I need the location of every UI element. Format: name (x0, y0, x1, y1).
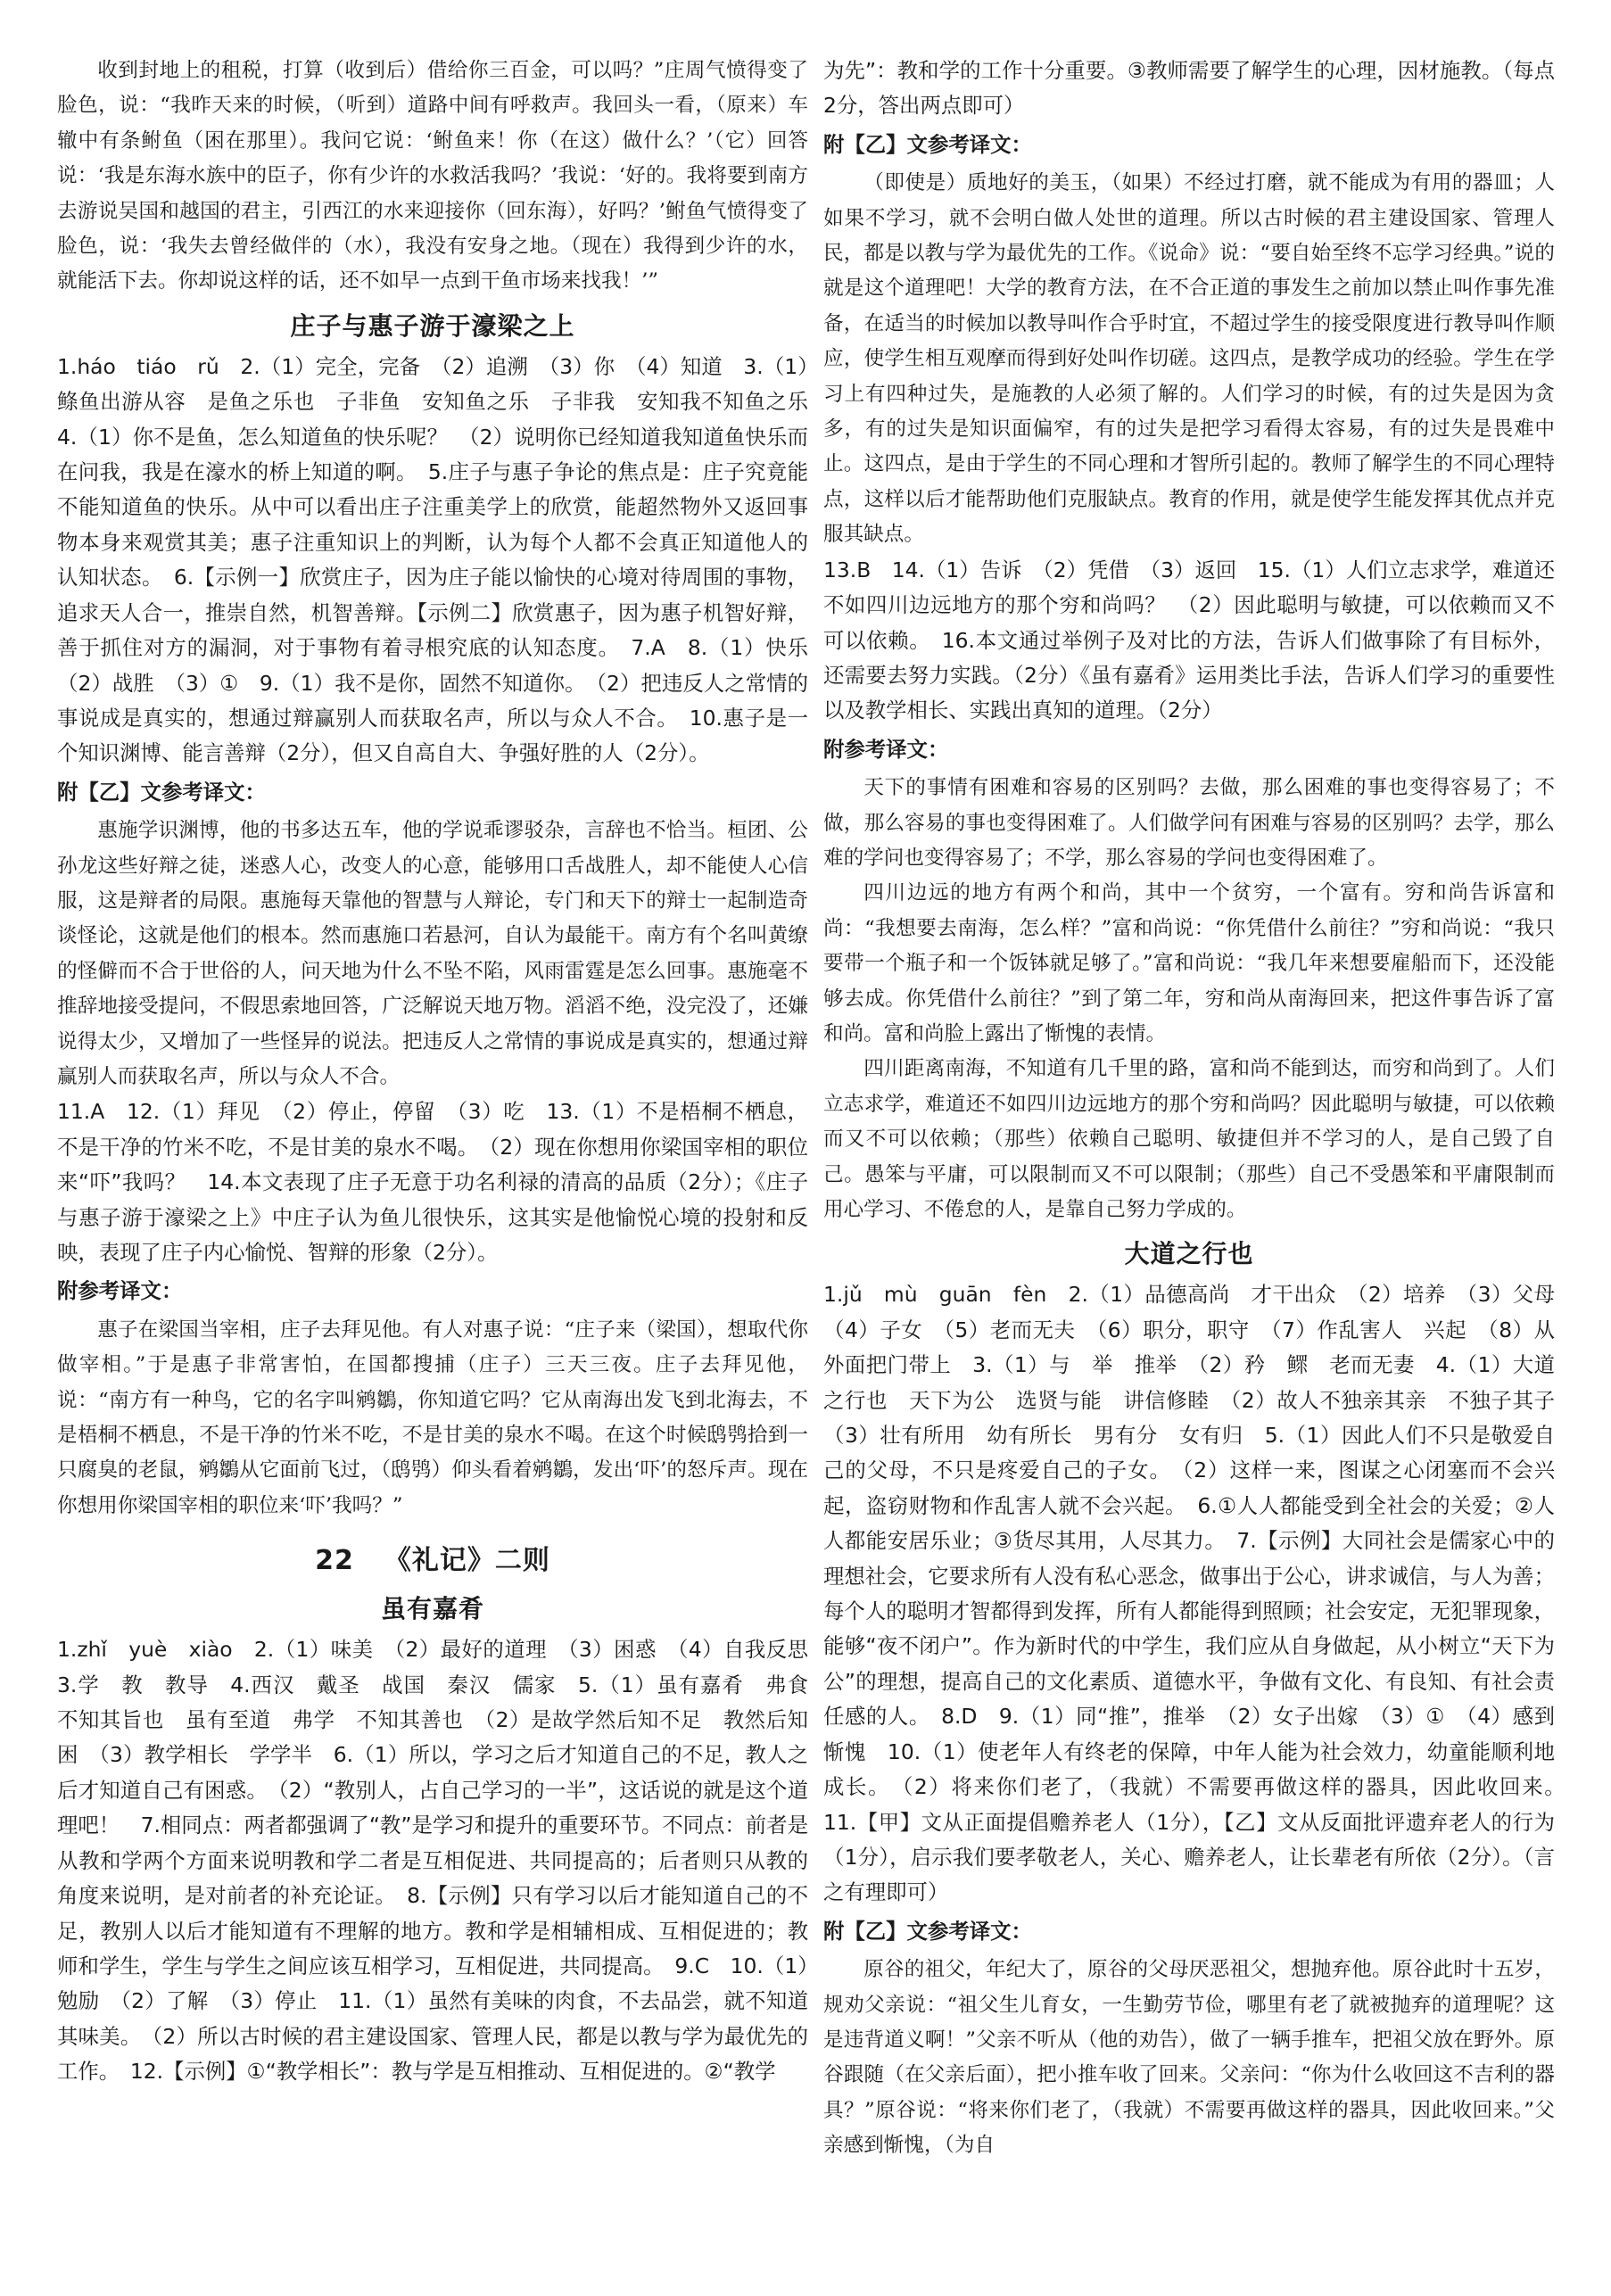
right-column (823, 54, 1576, 2164)
translation-text: 惠子在梁国当宰相，庄子去拜见他。有人对惠子说：“庄子来（梁国），想取代你做宰相。”于是惠子非常害怕，在国都搜捕（庄子）三天三夜。庄子去拜见他，说：“南方有一种鸟，它的名字叫鹓鶵，你知道它吗？它从南海出发飞到北海去，不是梧桐不栖息，不是干净的竹米不吃，不是甘美的泉水不喝。在这个时候鸱鸮拾到一只腐臭的老鼠，鹓鶵从它面前飞过，（鸱鸮）仰头看着鹓鶵，发出‘吓’的怒斥声。现在你想用你梁国宰相的职位来‘吓’我吗？” (57, 1317, 808, 1517)
answer-block: 为先”：教和学的工作十分重要。③教师需要了解学生的心理，因材施教。（每点2分，答出两点即可） (823, 58, 1555, 119)
answer-block: 13.B 14.（1）告诉 （2）凭借 （3）返回 15.（1）人们立志求学，难道还不如四川边远地方的那个穷和尚吗？ （2）因此聪明与敏捷，可以依赖而又不可以依赖。 16.本文通过举例子及对比的方法，告诉人们做事除了有目标外，还需要去努力实践。（2分）《虽有嘉肴》运用类比手法，告诉人们学习的重要性以及教学相长、实践出真知的道理。（2分） (823, 557, 1555, 723)
translation-label: 附【乙】文参考译文： (823, 1918, 1032, 1944)
answer-block: 1.zhǐ yuè xiào 2.（1）味美 （2）最好的道理 （3）困惑 （4）自我反思 3.学 教 教导 4.西汉 戴圣 战国 秦汉 儒家 5.（1）虽有嘉肴 弗食 不知其旨也 虽有至道 弗学 不知其善也 （2）是故学然后知不足 教然后知困 （3）教学相长 学学半 6.（1）所以，学习之后才知道自己的不足，教人之后才知道自己有困惑。 （2）“教别人，占自己学习的一半”，这话说的就是这个道理吧！ 7.相同点：两者都强调了“教”是学习和提升的重要环节。不同点：前者是从教和学两个方面来说明教和学二者是互相促进、共同提高的；后者则只从教的角度来说明，是对前者的补充论证。 8.【示例】只有学习以后才能知道自己的不足，教别人以后才能知道有不理解的地方。教和学是相辅相成、互相促进的；教师和学生，学生与学生之间应该互相学习，互相促进，共同提高。 9.C 10.（1）勉励 （2）了解 （3）停止 11.（1）虽然有美味的肉食，不去品尝，就不知道其味美。 （2）所以古时候的君主建设国家、管理人民，都是以教与学为最优先的工作。 12.【示例】①“教学相长”：教与学是互相推动、互相促进的。②“教学 (57, 1637, 830, 2085)
answer-block: 1.háo tiáo rǔ 2.（1）完全，完备 （2）追溯 （3）你 （4）知道 3.（1）鲦鱼出游从容 是鱼之乐也 子非鱼 安知鱼之乐 子非我 安知我不知鱼之乐 4.（1）你不是鱼，怎么知道鱼的快乐呢？ （2）说明你已经知道我知道鱼快乐而在问我，我是在濠水的桥上知道的啊。 5.庄子与惠子争论的焦点是：庄子究竟能不能知道鱼的快乐。从中可以看出庄子注重美学上的欣赏，能超然物外又返回事物本身来观赏其美；惠子注重知识上的判断，认为每个人都不会真正知道他人的认知状态。 6.【示例一】欣赏庄子，因为庄子能以愉快的心境对待周围的事物，追求天人合一，推崇自然，机智善辩。【示例二】欣赏惠子，因为惠子机智好辩，善于抓住对方的漏洞，对于事物有着寻根究底的认知态度。 7.A 8.（1）快乐 （2）战胜 （3）① 9.（1）我不是你，固然不知道你。 （2）把违反人之常情的事说成是真实的，想通过辩赢别人而获取名声，所以与众人不合。 10.惠子是一个知识渊博、能言善辩（2分），但又自高自大、争强好胜的人（2分）。 (57, 353, 830, 766)
chapter-title: 《礼记》二则 (384, 1545, 550, 1577)
translation-text: 原谷的祖父，年纪大了，原谷的父母厌恶祖父，想抛弃他。原谷此时十五岁，规劝父亲说：“祖父生儿育女，一生勤劳节俭，哪里有老了就被抛弃的道理呢？这是违背道义啊！”父亲不听从（他的劝告），做了一辆手推车，把祖父放在野外。原谷跟随（在父亲后面），把小推车收了回来。父亲问：“你为什么收回这不吉利的器具？”原谷说：“将来你们老了，（我就）不需要再做这样的器具，因此收回来。”父亲感到惭愧，（为自 (823, 1958, 1555, 2158)
chapter-number: 22 (315, 1545, 354, 1577)
left-column (57, 54, 830, 2090)
answer-block: 11.A 12.（1）拜见 （2）停止，停留 （3）吃 13.（1）不是梧桐不栖息，不是干净的竹米不吃，不是甘美的泉水不喝。 （2）现在你想用你梁国宰相的职位来“吓”我吗？ 14.本文表现了庄子无意于功名利禄的清高的品质（2分）；《庄子与惠子游于濠梁之上》中庄子认为鱼儿很快乐，这其实是他愉悦心境的投射和反映，表现了庄子内心愉悦、智辩的形象（2分）。 (57, 1099, 808, 1265)
translation-label: 附参考译文： (57, 1278, 183, 1304)
translation-label: 附参考译文： (823, 736, 949, 762)
translation-text: 天下的事情有困难和容易的区别吗？去做，那么困难的事也变得容易了；不做，那么容易的事也变得困难了。人们做学问有困难与容易的区别吗？去学，那么难的学问也变得容易了；不学，那么容易的学问也变得困难了。 (823, 776, 1555, 870)
translation-text: 四川边远的地方有两个和尚，其中一个贫穷，一个富有。穷和尚告诉富和尚：“我想要去南海，怎么样？”富和尚说：“你凭借什么前往？”穷和尚说：“我只要带一个瓶子和一个饭钵就足够了。”富和尚说：“我几年来想要雇船而下，还没能够去成。你凭借什么前往？”到了第二年，穷和尚从南海回来，把这件事告诉了富和尚。富和尚脸上露出了惭愧的表情。 (823, 881, 1555, 1045)
translation-text: （即使是）质地好的美玉，（如果）不经过打磨，就不能成为有用的器皿；人如果不学习，就不会明白做人处世的道理。所以古时候的君主建设国家、管理人民，都是以教与学为最优先的工作。《说命》说：“要自始至终不忘学习经典。”说的就是这个道理吧！大学的教育方法，在不合正道的事发生之前加以禁止叫作事先准备，在适当的时候加以教导叫作合乎时宜，不超过学生的接受限度进行教导叫作顺应，使学生相互观摩而得到好处叫作切磋。这四点，是教学成功的经验。学生在学习上有四种过失，是施教的人必须了解的。人们学习的时候，有的过失是因为贪多，有的过失是知识面偏窄，有的过失是把学习看得太容易，有的过失是畏难中止。这四点，是由于学生的不同心理和才智所引起的。教师了解学生的不同心理特点，这样以后才能帮助他们克服缺点。教育的作用，就是使学生能发挥其优点并克服其缺点。 (823, 171, 1555, 547)
chapter-heading (57, 1540, 808, 1582)
translation-label: 附【乙】文参考译文： (57, 779, 266, 805)
section-subtitle: 虽有嘉肴 (380, 1594, 484, 1624)
translation-text: 四川距离南海，不知道有几千里的路，富和尚不能到达，而穷和尚到了。人们立志求学，难道还不如四川边远地方的那个穷和尚吗？因此聪明与敏捷，可以依赖而又不可以依赖；（那些）依赖自己聪明、敏捷但并不学习的人，是自己毁了自己。愚笨与平庸，可以限制而又不可以限制；（那些）自己不受愚笨和平庸限制而用心学习、不倦怠的人，是靠自己努力学成的。 (823, 1057, 1555, 1221)
section-title: 庄子与惠子游于濠梁之上 (290, 310, 575, 341)
translation-label: 附【乙】文参考译文： (823, 131, 1032, 157)
intro-paragraph: 收到封地上的租税，打算（收到后）借给你三百金，可以吗？”庄周气愤得变了脸色，说：“我昨天来的时候，（听到）道路中间有呼救声。我回头一看，（原来）车辙中有条鲋鱼（困在那里）。我问它说：‘鲋鱼来！你（在这）做什么？’（它）回答说：‘我是东海水族中的臣子，你有少许的水救活我吗？’我说：‘好的。我将要到南方去游说吴国和越国的君主，引西江的水来迎接你（回东海），好吗？’鲋鱼气愤得变了脸色，说：‘我失去曾经做伴的（水），我没有安身之地。（现在）我得到少许的水，就能活下去。你却说这样的话，还不如早一点到干鱼市场来找我！’” (57, 59, 808, 293)
section-title: 大道之行也 (1124, 1239, 1254, 1269)
translation-text: 惠施学识渊博，他的书多达五车，他的学说乖谬驳杂，言辞也不恰当。桓团、公孙龙这些好辩之徒，迷惑人心，改变人的心意，能够用口舌战胜人，却不能使人心信服，这是辩者的局限。惠施每天靠他的智慧与人辩论，专门和天下的辩士一起制造奇谈怪论，这就是他们的根本。然而惠施口若悬河，自认为最能干。南方有个名叫黄缭的怪僻而不合于世俗的人，问天地为什么不坠不陷，风雨雷霆是怎么回事。惠施毫不推辞地接受提问，不假思索地回答，广泛解说天地万物。滔滔不绝，没完没了，还嫌说得太少，又增加了一些怪异的说法。把违反人之常情的事说成是真实的，想通过辩赢别人而获取名声，所以与众人不合。 (57, 819, 808, 1088)
answer-block: 1.jǔ mù guān fèn 2.（1）品德高尚 才干出众 （2）培养 （3）父母 （4）子女 （5）老而无夫 （6）职分，职守 （7）作乱害人 兴起 （8）从外面把门带上 3.（1）与 举 推举 （2）矜 鳏 老而无妻 4.（1）大道之行也 天下为公 选贤与能 讲信修睦 （2）故人不独亲其亲 不独子其子 （3）壮有所用 幼有所长 男有分 女有归 5.（1）因此人们不只是敬爱自己的父母，不只是疼爱自己的子女。 （2）这样一来，图谋之心闭塞而不会兴起，盗窃财物和作乱害人就不会兴起。 6.①人人都能受到全社会的关爱；②人人都能安居乐业；③货尽其用，人尽其力。 7.【示例】大同社会是儒家心中的理想社会，它要求所有人没有私心恶念，做事出于公心，讲求诚信，与人为善；每个人的聪明才智都得到发挥，所有人都能得到照顾；社会安定，无犯罪现象，能够“夜不闭户”。作为新时代的中学生，我们应从自身做起，从小树立“天下为公”的理想，提高自己的文化素质、道德水平，争做有文化、有良知、有社会责任感的人。 8.D 9.（1）同“推”，推举 （2）女子出嫁 （3）① （4）感到惭愧 10.（1）使老年人有终老的保障，中年人能为社会效力，幼童能顺利地成长。 （2）将来你们老了，（我就）不需要再做这样的器具，因此收回来。 11.【甲】文从正面提倡赡养老人（1分），【乙】文从反面批评遗弃老人的行为（1分），启示我们要孝敬老人，关心、赡养老人，让长辈老有所依（2分）。（言之有理即可） (823, 1282, 1576, 1905)
